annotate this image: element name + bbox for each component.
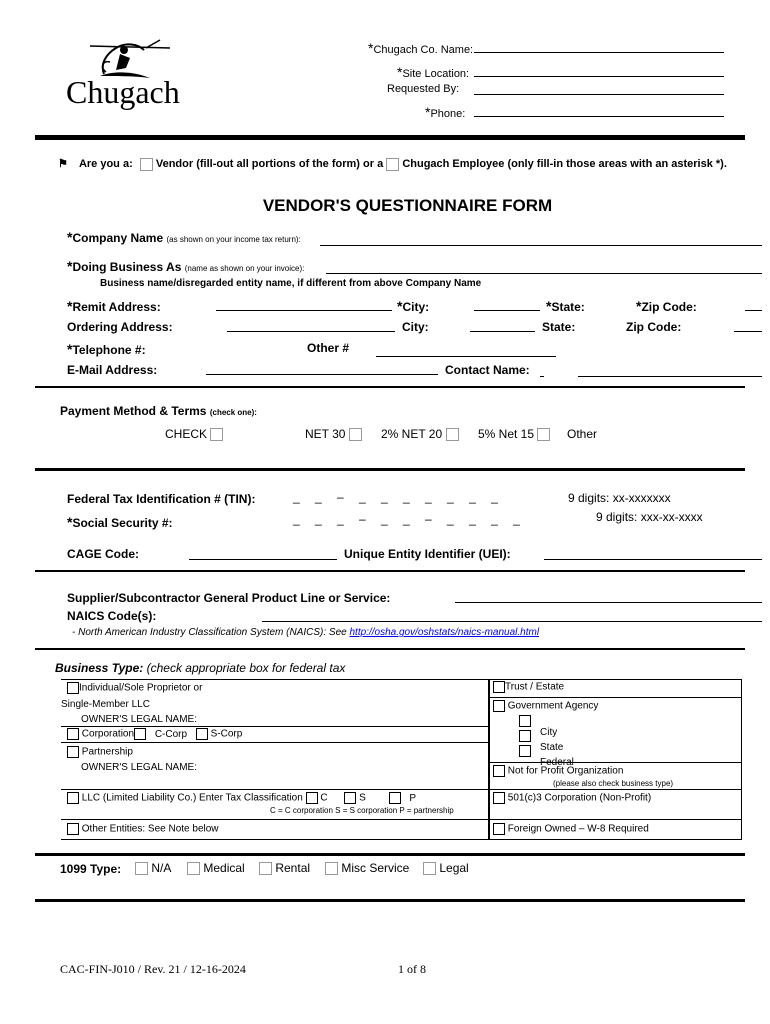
row-divider [489,789,742,790]
other-phone-field[interactable] [376,356,556,357]
uei-label: Unique Entity Identifier (UEI): [344,547,511,561]
vendor-label: Vendor (fill-out all portions of the form) or a [155,158,384,170]
form-code: CAC-FIN-J010 / Rev. 21 / 12-16-2024 [60,962,246,976]
c3-checkbox[interactable] [493,792,505,804]
employee-checkbox[interactable] [386,158,399,171]
logo-text: Chugach [66,74,180,110]
type-1099-misc-checkbox[interactable] [325,862,338,875]
nfp-note: (please also check business type) [553,779,674,788]
sole-prop-checkbox[interactable] [67,682,79,694]
row-divider [61,726,489,727]
gov-city-checkbox[interactable] [519,715,531,727]
payment-net20-option[interactable]: 2% NET 20 [381,427,459,441]
divider [35,853,745,856]
type-1099-legal-option[interactable]: Legal [423,861,469,875]
remit-label: *Remit Address: [67,298,161,314]
llc-option[interactable]: LLC (Limited Liability Co.) Enter Tax Classification C S P [67,792,416,804]
sole-prop-option[interactable]: Individual/Sole Proprietor or [67,682,202,694]
payment-net30-checkbox[interactable] [349,428,362,441]
phone-label: *Phone: [425,104,466,120]
co-name-label: *Chugach Co. Name: [368,40,474,56]
vendor-checkbox[interactable] [140,158,153,171]
gov-option[interactable]: Government Agency [493,700,598,712]
tin-field[interactable]: _ _ – _ _ _ _ _ _ _ [293,490,504,504]
type-1099-misc-option[interactable]: Misc Service [325,861,409,875]
type-1099-na-checkbox[interactable] [135,862,148,875]
remit-city-label: *City: [397,298,430,314]
dba-label: *Doing Business As (name as shown on your invoice): [67,258,305,274]
contact-label: Contact Name: [445,363,530,377]
payment-net15-option[interactable]: 5% Net 15 [478,427,550,441]
llc-p-checkbox[interactable] [389,792,401,804]
tin-label: Federal Tax Identification # (TIN): [67,492,256,506]
row-divider [61,742,489,743]
cage-field[interactable] [189,559,337,560]
product-line-label: Supplier/Subcontractor General Product Line or Service: [67,591,391,605]
gov-federal-checkbox[interactable] [519,745,531,757]
naics-link[interactable]: http://osha.gov/oshstats/naics-manual.html [349,627,540,638]
corporation-option[interactable]: Corporation C-Corp S-Corp [67,728,242,740]
single-llc-label: Single-Member LLC [61,699,150,710]
scorp-checkbox[interactable] [196,728,208,740]
corporation-checkbox[interactable] [67,728,79,740]
dba-sub-note: Business name/disregarded entity name, if different from above Company Name [100,278,482,289]
remit-field[interactable] [216,310,392,311]
tin-hint: 9 digits: xx-xxxxxxx [568,491,671,505]
trust-checkbox[interactable] [493,681,505,693]
divider [35,570,745,572]
payment-net20-checkbox[interactable] [446,428,459,441]
ordering-city-label: City: [402,320,429,334]
are-you-label: Are you a: [78,158,133,170]
llc-note: C = C corporation S = S corporation P = partnership [270,806,454,815]
email-field[interactable] [206,374,438,375]
row-divider [489,697,742,698]
row-divider [61,789,489,790]
ordering-zip-field[interactable] [734,331,762,332]
type-1099-rental-checkbox[interactable] [259,862,272,875]
type-1099-na-option[interactable]: N/A [135,861,171,875]
form-title: VENDOR'S QUESTIONNAIRE FORM [262,196,553,215]
co-name-field[interactable] [474,52,724,53]
divider [35,899,745,902]
owner-name-label-2: OWNER'S LEGAL NAME: [81,762,198,773]
email-label: E-Mail Address: [67,363,158,377]
type-1099-label: 1099 Type: [60,862,122,876]
company-name-field[interactable] [320,245,762,246]
row-divider [489,819,742,820]
remit-state-label: *State: [546,298,585,314]
ordering-zip-label: Zip Code: [626,320,682,334]
ordering-city-field[interactable] [470,331,535,332]
divider [35,648,745,650]
telephone-label: *Telephone #: [67,341,146,357]
type-1099-legal-checkbox[interactable] [423,862,436,875]
gov-federal-option[interactable]: Federal [519,745,574,768]
remit-zip-label: *Zip Code: [636,298,697,314]
page-number: 1 of 8 [398,962,426,976]
dba-field[interactable] [326,273,762,274]
nfp-option[interactable]: Not for Profit Organization [493,765,623,777]
naics-field[interactable] [262,621,762,622]
contact-field[interactable] [578,376,762,377]
gov-city-option[interactable]: City [519,715,557,738]
flag-icon: ⚑ [58,158,68,170]
product-line-field[interactable] [455,602,762,603]
site-location-label: *Site Location: [397,64,470,80]
gov-checkbox[interactable] [493,700,505,712]
contact-tick [540,376,544,377]
ccorp-checkbox[interactable] [134,728,146,740]
ssn-label: *Social Security #: [67,514,173,530]
remit-zip-field[interactable] [745,310,762,311]
payment-label: Payment Method & Terms (check one): [60,404,257,418]
type-1099-rental-option[interactable]: Rental [259,861,310,875]
llc-checkbox[interactable] [67,792,79,804]
employee-label: Chugach Employee (only fill-in those areas with an asterisk *). [402,158,727,170]
foreign-option[interactable]: Foreign Owned – W-8 Required [493,823,649,835]
requested-by-field[interactable] [474,94,724,95]
trust-option[interactable]: Trust / Estate [493,681,564,693]
remit-city-field[interactable] [474,310,540,311]
chugach-logo [60,34,200,114]
uei-field[interactable] [544,559,762,560]
divider [35,468,745,471]
partnership-option[interactable]: Partnership [67,746,133,758]
divider [35,386,745,388]
business-type-heading: Business Type: (check appropriate box for federal tax [55,661,346,675]
other-phone-label: Other # [307,341,350,355]
payment-other-option[interactable]: Other [567,427,598,441]
cage-label: CAGE Code: [67,547,139,561]
phone-field[interactable] [474,116,724,117]
ordering-label: Ordering Address: [67,320,173,334]
divider [35,135,745,140]
site-location-field[interactable] [474,76,724,77]
gov-state-option[interactable]: State [519,730,563,753]
type-1099-medical-checkbox[interactable] [187,862,200,875]
ordering-state-label: State: [542,320,576,334]
other-entities-checkbox[interactable] [67,823,79,835]
company-name-label: *Company Name (as shown on your income tax return): [67,229,301,245]
payment-check-option[interactable]: CHECK [165,427,223,441]
owner-name-label-1: OWNER'S LEGAL NAME: [81,714,198,725]
llc-c-checkbox[interactable] [306,792,318,804]
ordering-field[interactable] [227,331,395,332]
payment-net15-checkbox[interactable] [537,428,550,441]
requested-by-label: Requested By: [387,83,460,95]
llc-s-checkbox[interactable] [344,792,356,804]
ssn-field[interactable]: _ _ _ – _ _ – _ _ _ _ [293,512,526,526]
partnership-checkbox[interactable] [67,746,79,758]
row-divider [61,819,489,820]
payment-net30-option[interactable]: NET 30 [305,427,362,441]
naics-label: NAICS Code(s): [67,609,157,623]
other-entities-option[interactable]: Other Entities: See Note below [67,823,219,835]
are-you-row [58,157,727,171]
foreign-checkbox[interactable] [493,823,505,835]
naics-note: - North American Industry Classification System (NAICS): See http://osha.gov/oshstats/naics-manual.html [72,627,540,638]
gov-state-checkbox[interactable] [519,730,531,742]
ssn-hint: 9 digits: xxx-xx-xxxx [596,510,703,524]
c3-option[interactable]: 501(c)3 Corporation (Non-Profit) [493,792,651,804]
payment-check-checkbox[interactable] [210,428,223,441]
nfp-checkbox[interactable] [493,765,505,777]
type-1099-medical-option[interactable]: Medical [187,861,245,875]
